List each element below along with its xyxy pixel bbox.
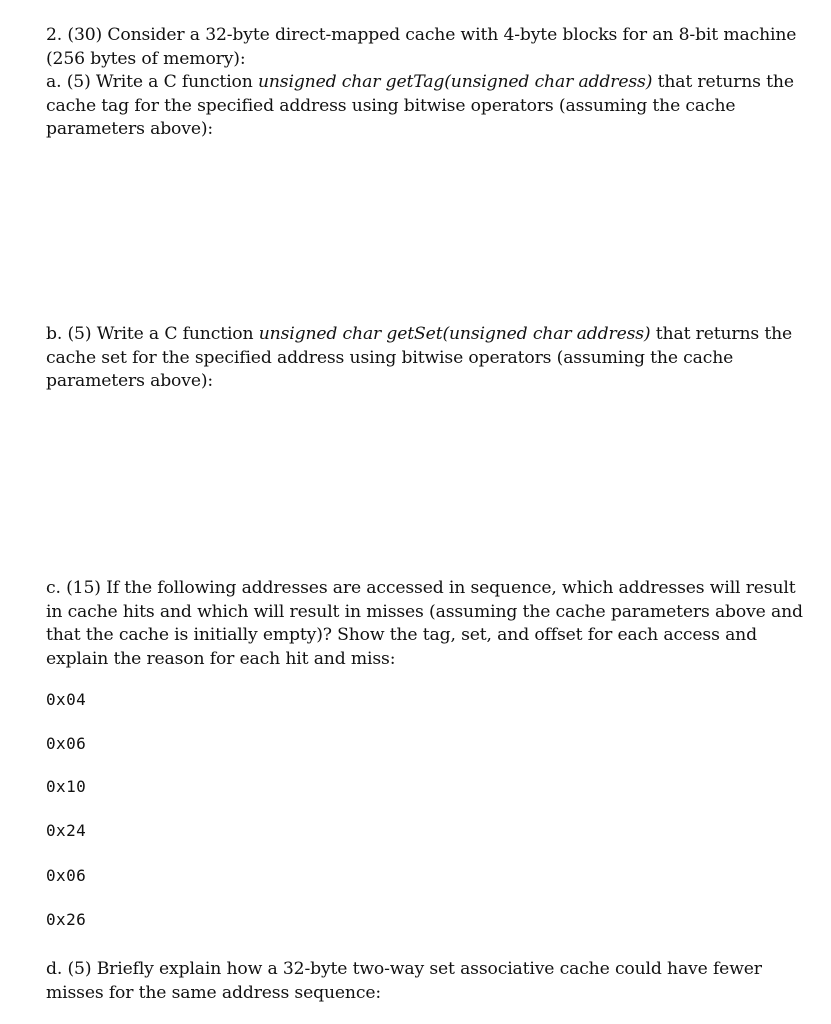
part-b-signature: unsigned char getSet(unsigned char address) [258, 324, 651, 344]
address-item: 0x06 [46, 734, 87, 753]
address-item: 0x10 [46, 777, 87, 796]
part-d-text: d. (5) Briefly explain how a 32-byte two-way set associative cache could have fewer misses for the same address sequence: [46, 959, 762, 1003]
part-b [46, 323, 806, 394]
address-item: 0x04 [46, 690, 87, 709]
part-c [46, 577, 806, 671]
part-a-signature: unsigned char getTag(unsigned char address) [257, 72, 653, 93]
question-intro-text: 2. (30) Consider a 32-byte direct-mapped cache with 4-byte blocks for an 8-bit machine (256 bytes of memory): [46, 25, 797, 69]
question-intro [46, 24, 806, 142]
part-c-text: c. (15) If the following addresses are accessed in sequence, which addresses will result in cache hits and which will result in misses (assuming the cache parameters above and that the cache is initially empty)? Show the tag, set, and offset for each access and explain the reason for each hit and miss: [46, 578, 803, 669]
part-a-suffix: that returns the cache tag for the specified address using bitwise operators (assuming the cache parameters above): [46, 72, 794, 140]
part-b-suffix: that returns the cache set for the specified address using bitwise operators (assuming the cache parameters above): [46, 324, 793, 392]
part-a-prefix: a. (5) Write a C function [46, 72, 258, 93]
address-item: 0x26 [46, 910, 87, 929]
part-b-prefix: b. (5) Write a C function [46, 324, 259, 344]
part-d [46, 958, 806, 1005]
address-item: 0x24 [46, 821, 87, 840]
address-item: 0x06 [46, 866, 87, 885]
